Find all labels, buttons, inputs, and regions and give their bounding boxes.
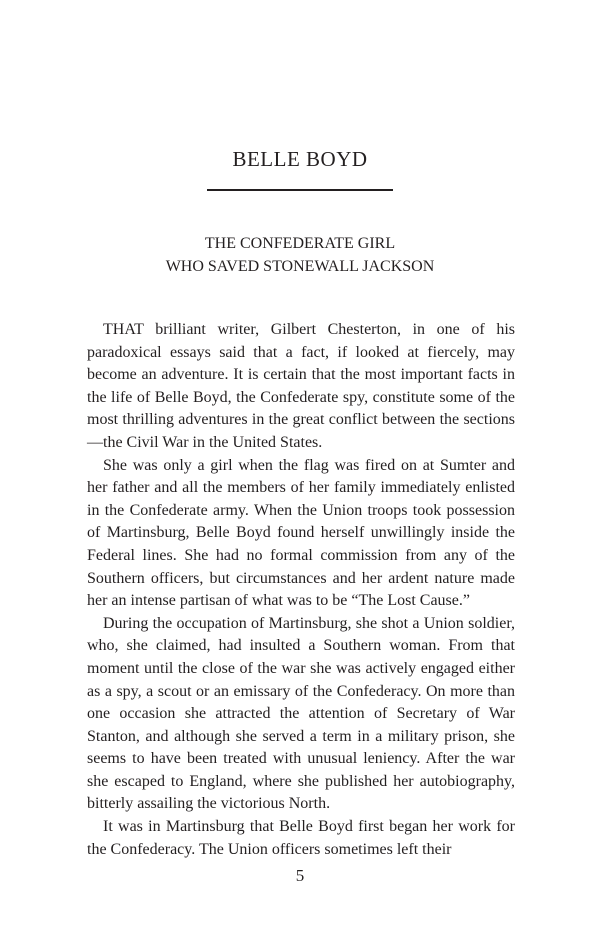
paragraph: It was in Martinsburg that Belle Boyd first began her work for the Confederacy. The Union officers sometimes left their [87,818,515,858]
title-divider-rule [207,189,393,191]
body-text [87,319,515,861]
paragraph: She was only a girl when the flag was fired on at Sumter and her father and all the members of her family immediately enlisted in the Confederate army. When the Union troops took possession of Martinsburg, Belle Boyd found herself unwillingly inside the Federal lines. She had no formal commission from any of the Southern officers, but circumstances and her ardent nature made her an intense partisan of what was to be “The Lost Cause.” [87,456,515,610]
chapter-subtitle [0,232,600,278]
subtitle-line: THE CONFEDERATE GIRL [204,235,396,252]
paragraph: During the occupation of Martinsburg, she shot a Union soldier, who, she claimed, had insulted a Southern woman. From that moment until the close of the war she was actively engaged either as a spy, a scout or an emissary of the Confederacy. On more than one occasion she attracted the attention of Secretary of War Stanton, and although she served a term in a military prison, she seems to have been treated with unusual leniency. After the war she escaped to England, where she published her autobiography, bitterly assailing the victorious North. [87,614,515,813]
chapter-title: BELLE BOYD [232,147,368,171]
subtitle-line: WHO SAVED STONEWALL JACKSON [165,258,435,275]
paragraph: THAT brilliant writer, Gilbert Chesterton, in one of his paradoxical essays said that a fact, if looked at fiercely, may become an adventure. It is certain that the most important facts in the life of Belle Boyd, the Confederate spy, constitute some of the most thrilling adventures in the great conflict between the sections—the Civil War in the United States. [87,321,515,451]
page-number: 5 [295,866,305,885]
